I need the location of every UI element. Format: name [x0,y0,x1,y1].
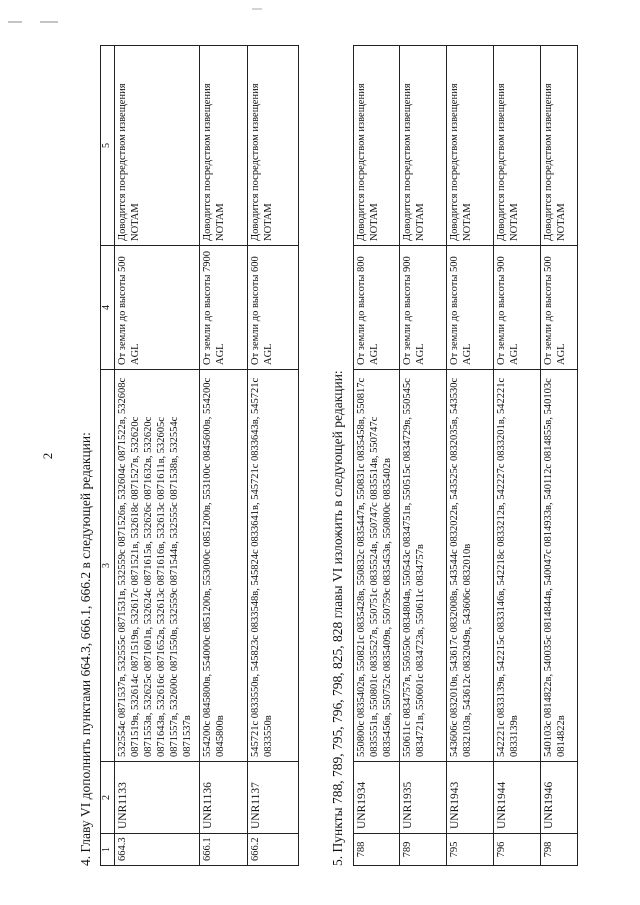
altitude-limits: От земли до высоты 800 AGL [354,246,400,370]
header-cell: 3 [101,370,115,762]
activation-note: Доводится посредством извещения NOTAM [114,46,199,246]
zone-code: UNR1935 [400,762,447,834]
item-number: 798 [541,834,578,866]
item-number: 666.1 [199,834,247,866]
activation-note: Доводится посредством извещения NOTAM [541,46,578,246]
zone-code: UNR1133 [114,762,199,834]
table-row [114,46,199,866]
zone-coordinates: 550800с 0835402в, 550821с 0835428в, 550832с 0835447в, 550831с 0835458в, 550817с 0835551в, 550801с 0835527в, 550751с 0835524в, 550747с 0835514в, 550747с 0835456в, 550752с 0835409в, 550759с 0835453в, 550800с 0835402в [354,370,400,762]
scan-edge-marks [0,0,640,40]
table-row [541,46,578,866]
header-cell: 2 [101,762,115,834]
header-cell: 5 [101,46,115,246]
altitude-limits: От земли до высоты 600 AGL [247,246,298,370]
altitude-limits: От земли до высоты 500 AGL [447,246,494,370]
table-row [247,46,298,866]
item-number: 795 [447,834,494,866]
activation-note: Доводится посредством извещения NOTAM [247,46,298,246]
section-4-table [100,45,299,866]
item-number: 788 [354,834,400,866]
section-5-heading: 5. Пункты 788, 789, 795, 796, 798, 825, 828 главы VI изложить в следующей редакции: [330,370,345,866]
activation-note: Доводится посредством извещения NOTAM [400,46,447,246]
table-row [354,46,400,866]
zone-coordinates: 554200с 0845800в, 554000с 0851200в, 553000с 0851200в, 553100с 0845600в, 554200с 0845800в [199,370,247,762]
activation-note: Доводится посредством извещения NOTAM [354,46,400,246]
item-number: 666.2 [247,834,298,866]
table-row [447,46,494,866]
zone-code: UNR1934 [354,762,400,834]
zone-code: UNR1137 [247,762,298,834]
header-cell: 1 [101,834,115,866]
zone-coordinates: 532554с 0871537в, 532555с 0871531в, 532559с 0871526в, 532604с 0871522в, 532608с 0871519в, 532614с 0871519в, 532617с 0871521в, 532618с 0871527в, 532620с 0871553в, 532625с 0871601в, 532624с 0871615в, 532626с 0871632в, 532620с 0871643в, 532616с 0871652в, 532613с 0871616в, 532613с 0871611в, 532605с 0871557в, 532600с 0871550в, 532559с 0871544в, 532555с 0871538в, 532554с 0871537в [114,370,199,762]
zone-code: UNR1944 [494,762,541,834]
activation-note: Доводится посредством извещения NOTAM [447,46,494,246]
zone-coordinates: 550611с 0834757в, 550550с 0834804в, 550543с 0834751в, 550515с 0834729в, 550545с 0834721в, 550601с 0834723в, 550611с 0834757в [400,370,447,762]
zone-coordinates: 540103с 0814822в, 540035с 0814844в, 540047с 0814933в, 540112с 0814855в, 540103с 0814822в [541,370,578,762]
table-row [199,46,247,866]
section-5-table [353,45,578,866]
altitude-limits: От земли до высоты 7900 AGL [199,246,247,370]
zone-code: UNR1136 [199,762,247,834]
zone-coordinates: 543606с 0832010в, 543617с 0832008в, 543544с 0832022в, 543525с 0832035в, 543530с 0832103в, 543612с 0832049в, 543606с 0832010в [447,370,494,762]
activation-note: Доводится посредством извещения NOTAM [494,46,541,246]
item-number: 664.3 [114,834,199,866]
zone-coordinates: 542221с 0833139в, 542215с 0833146в, 542218с 0833212в, 542227с 0833201в, 542221с 0833139в [494,370,541,762]
table-header-row [101,46,115,866]
zone-coordinates: 545721с 0833550в, 545823с 0833548в, 545824с 0833641в, 545721с 0833643в, 545721с 0833550в [247,370,298,762]
altitude-limits: От земли до высоты 900 AGL [494,246,541,370]
table-row [494,46,541,866]
item-number: 796 [494,834,541,866]
rotated-document-page [40,46,568,866]
altitude-limits: От земли до высоты 500 AGL [541,246,578,370]
item-number: 789 [400,834,447,866]
altitude-limits: От земли до высоты 900 AGL [400,246,447,370]
altitude-limits: От земли до высоты 500 AGL [114,246,199,370]
header-cell: 4 [101,246,115,370]
activation-note: Доводится посредством извещения NOTAM [199,46,247,246]
zone-code: UNR1943 [447,762,494,834]
section-4-heading: 4. Главу VI дополнить пунктами 664.3, 666.1, 666.2 в следующей редакции: [78,432,93,866]
zone-code: UNR1946 [541,762,578,834]
table-row [400,46,447,866]
page-number: 2 [40,452,55,460]
